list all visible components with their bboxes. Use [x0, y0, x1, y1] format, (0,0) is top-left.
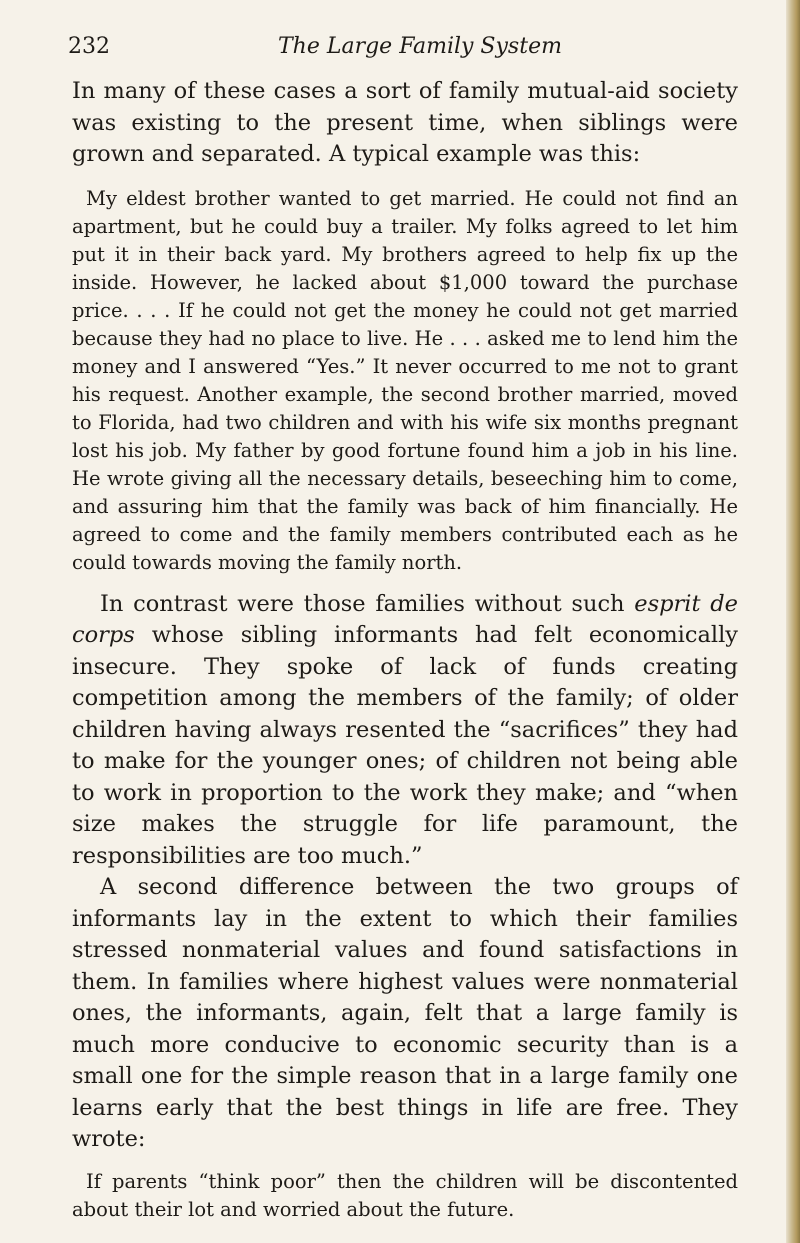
page-edge: [786, 0, 800, 1243]
paragraph-2-text-a: In contrast were those families without such: [100, 590, 635, 617]
block-quote-2: If parents “think poor” then the children will be discontented about their lot and worried about the future.: [72, 1169, 738, 1221]
paragraph-2-text-b: whose sibling informants had felt economically insecure. They spoke of lack of funds creating competition among the members of the family; of older children having always resented the “sacrifices” they had to make for the younger ones; of children not being able to work in proportion to the work they make; and “when size makes the struggle for life paramount, the responsibilities are too much.”: [72, 622, 738, 869]
page-number: 232: [68, 34, 110, 59]
paragraph-2: [72, 589, 738, 873]
paragraph-3: A second difference between the two groups of informants lay in the extent to which their families stressed nonmaterial values and found satisfactions in them. In families where highest values were nonmaterial ones, the informants, again, felt that a large family is much more conducive to economic security than is a small one for the simple reason that in a large family one learns early that the best things in life are free. They wrote:: [72, 874, 738, 1152]
page-body: [72, 76, 738, 1236]
page-header: [68, 34, 738, 68]
paragraph-2-italic: esprit de corps: [72, 590, 738, 648]
running-title: The Large Family System: [278, 34, 562, 59]
paragraph-1: In many of these cases a sort of family mutual-aid society was existing to the present time, when siblings were grown and separated. A typical example was this:: [72, 78, 738, 167]
block-quote-1: My eldest brother wanted to get married. He could not find an apartment, but he could buy a trailer. My folks agreed to let him put it in their back yard. My brothers agreed to help fix up the inside. However, he lacked about $1,000 toward the purchase price. . . . If he could not get the money he could not get married because they had no place to live. He . . . asked me to lend him the money and I answered “Yes.” It never occurred to me not to grant his request. Another example, the second brother married, moved to Florida, had two children and with his wife six months pregnant lost his job. My father by good fortune found him a job in his line. He wrote giving all the necessary details, beseeching him to come, and assuring him that the family was back of him financially. He agreed to come and the family members contributed each as he could towards moving the family north.: [72, 186, 738, 574]
